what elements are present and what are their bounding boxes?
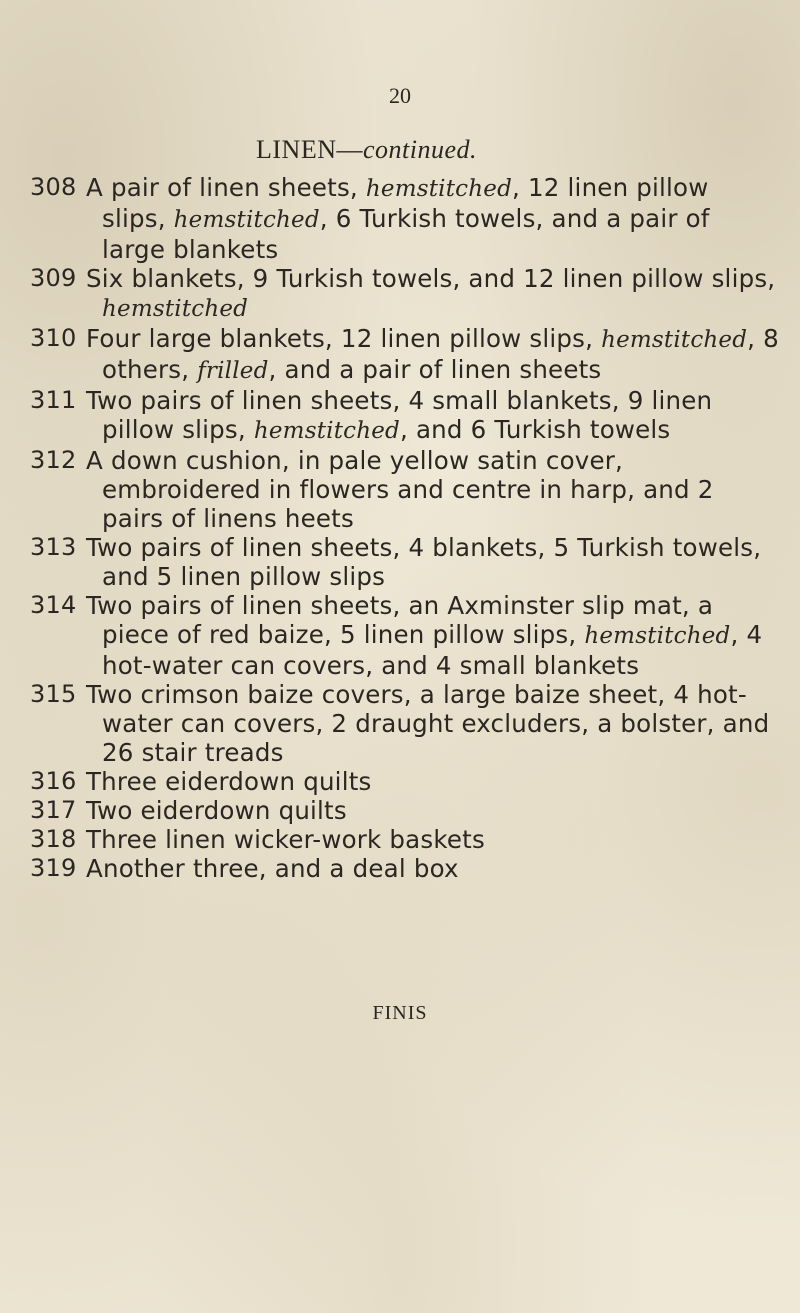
lot-item (30, 264, 790, 324)
lot-description-italic: hemstitched (102, 296, 249, 322)
lot-description-italic: hemstitched (173, 207, 320, 233)
lot-number: 316 (30, 767, 77, 795)
lot-description-text: Six blankets, 9 Turkish towels, and 12 linen pillow slips, (86, 264, 776, 293)
lot-description-italic: hemstitched (584, 623, 731, 649)
lot-description (86, 264, 790, 324)
lot-description-text: A down cushion, in pale yellow satin cover, embroidered in flowers and centre in harp, and 2 pairs of linens heets (86, 446, 714, 533)
lot-description (86, 533, 790, 591)
section-heading (256, 135, 477, 165)
lot-description-text: , 4 hot-water can covers, and 4 small blankets (102, 620, 763, 680)
lot-number: 309 (30, 264, 77, 292)
section-heading-dash: — (336, 135, 363, 164)
lot-description (86, 386, 790, 446)
lot-number: 310 (30, 324, 77, 352)
lot-description-text: , and a pair of linen sheets (268, 355, 602, 384)
lot-description (86, 324, 790, 386)
lot-item (30, 825, 790, 854)
lot-number: 312 (30, 446, 77, 474)
lot-number: 319 (30, 854, 77, 882)
page-number: 20 (389, 83, 411, 108)
lot-description (86, 796, 790, 825)
lot-item (30, 533, 790, 591)
lot-item (30, 854, 790, 883)
lot-description-text: , 8 others, (102, 324, 779, 384)
lot-list (30, 173, 790, 883)
lot-description (86, 446, 790, 533)
lot-number: 314 (30, 591, 77, 619)
lot-number: 317 (30, 796, 77, 824)
lot-description-italic: frilled (197, 358, 269, 384)
lot-description-italic: hemstitched (601, 327, 748, 353)
lot-description-text: Four large blankets, 12 linen pillow slips, (86, 324, 602, 353)
lot-description (86, 767, 790, 796)
lot-description (86, 825, 790, 854)
lot-item (30, 796, 790, 825)
lot-description-italic: hemstitched (365, 176, 513, 202)
section-heading-title: LINEN (256, 135, 337, 164)
lot-description-text: Two eiderdown quilts (86, 796, 347, 825)
lot-item (30, 324, 790, 386)
lot-description-text: Two pairs of linen sheets, an Axminster slip mat, a piece of red baize, 5 linen pillow slips, (86, 591, 714, 649)
lot-description-text: Two crimson baize covers, a large baize sheet, 4 hot-water can covers, 2 draught excluders, a bolster, and 26 stair treads (86, 680, 770, 767)
lot-number: 311 (30, 386, 77, 414)
lot-item (30, 446, 790, 533)
lot-description (86, 591, 790, 680)
lot-description-text: Three eiderdown quilts (86, 767, 372, 796)
lot-description-text: Another three, and a deal box (86, 854, 459, 883)
lot-number: 308 (30, 173, 77, 201)
lot-description-text: A pair of linen sheets, (86, 173, 366, 202)
lot-number: 315 (30, 680, 77, 708)
lot-number: 318 (30, 825, 77, 853)
lot-description (86, 173, 790, 264)
lot-description-text: Two pairs of linen sheets, 4 blankets, 5 Turkish towels, and 5 linen pillow slips (86, 533, 762, 591)
section-heading-continued: continued. (362, 135, 478, 164)
lot-description (86, 680, 790, 767)
lot-item (30, 680, 790, 767)
lot-description-text: , and 6 Turkish towels (399, 415, 671, 444)
lot-description-text: Two pairs of linen sheets, 4 small blankets, 9 linen pillow slips, (86, 386, 713, 444)
lot-description-italic: hemstitched (253, 418, 400, 444)
lot-item (30, 591, 790, 680)
finis-mark: FINIS (372, 1002, 428, 1024)
lot-item (30, 386, 790, 446)
lot-item (30, 173, 790, 264)
lot-number: 313 (30, 533, 77, 561)
lot-description-text: Three linen wicker-work baskets (86, 825, 485, 854)
lot-description-text: , 12 linen pillow slips, (102, 173, 709, 233)
lot-description-text: , 6 Turkish towels, and a pair of large blankets (102, 204, 710, 264)
lot-item (30, 767, 790, 796)
lot-description (86, 854, 790, 883)
